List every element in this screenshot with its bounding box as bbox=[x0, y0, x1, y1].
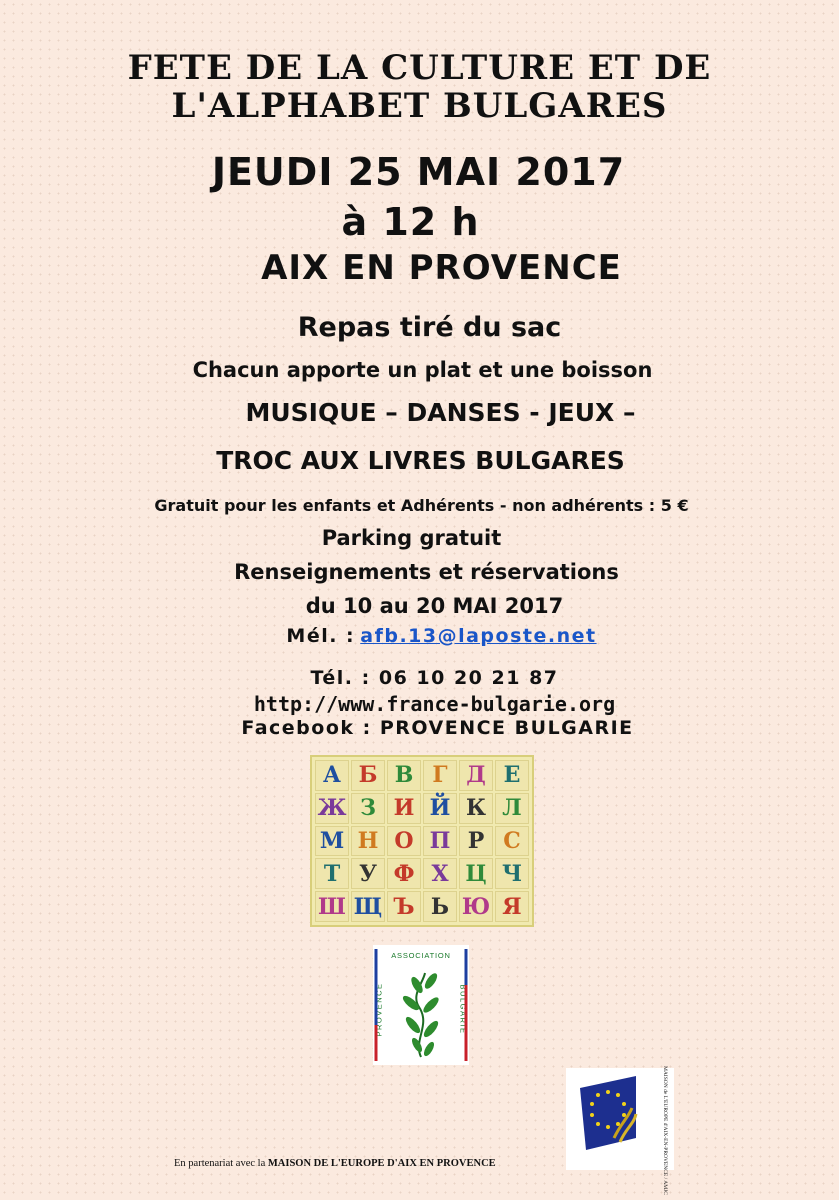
facebook: Facebook : PROVENCE BULGARIE bbox=[241, 717, 634, 739]
alphabet-letter: Б bbox=[351, 760, 385, 791]
alphabet-letter: З bbox=[351, 793, 385, 824]
activities-line-2: TROC AUX LIVRES BULGARES bbox=[216, 446, 625, 475]
partnership-footer bbox=[174, 1158, 496, 1169]
parking-info: Parking gratuit bbox=[321, 526, 502, 550]
alphabet-letter: Ь bbox=[423, 891, 457, 922]
alphabet-letter: Ф bbox=[387, 858, 421, 889]
alphabet-letter: Ч bbox=[495, 858, 529, 889]
activities-line-1: MUSIQUE – DANSES - JEUX – bbox=[245, 398, 636, 427]
alphabet-letter: И bbox=[387, 793, 421, 824]
alphabet-letter: М bbox=[315, 826, 349, 857]
event-place: AIX EN PROVENCE bbox=[261, 248, 622, 288]
alphabet-letter: К bbox=[459, 793, 493, 824]
email-label: Mél. : bbox=[286, 625, 356, 647]
event-time: à 12 h bbox=[341, 200, 480, 244]
alphabet-letter: Г bbox=[423, 760, 457, 791]
alphabet-letter: Я bbox=[495, 891, 529, 922]
alphabet-letter: Р bbox=[459, 826, 493, 857]
alphabet-letter: Ш bbox=[315, 891, 349, 922]
bulgarian-alphabet-grid bbox=[310, 755, 534, 927]
alphabet-letter: Е bbox=[495, 760, 529, 791]
alphabet-letter: О bbox=[387, 826, 421, 857]
alphabet-letter: Щ bbox=[351, 891, 385, 922]
phone: Tél. : 06 10 20 21 87 bbox=[310, 667, 559, 689]
title-line-2: L'ALPHABET BULGARES bbox=[171, 86, 668, 126]
alphabet-letter: Ъ bbox=[387, 891, 421, 922]
eu-logo-text: MAISON de L'EUROPE d'AIX-EN-PROVENCE / AMJC bbox=[662, 1066, 668, 1195]
alphabet-letter: Х bbox=[423, 858, 457, 889]
maison-europe-logo bbox=[566, 1066, 674, 1195]
website-link[interactable]: http://www.france-bulgarie.org bbox=[253, 692, 616, 716]
footer-prefix: En partenariat avec la bbox=[174, 1158, 266, 1169]
alphabet-letter: П bbox=[423, 826, 457, 857]
logo-right-text: BULGARIE bbox=[458, 984, 468, 1035]
alphabet-letter: Т bbox=[315, 858, 349, 889]
alphabet-letter: У bbox=[351, 858, 385, 889]
alphabet-letter: Ю bbox=[459, 891, 493, 922]
alphabet-letter: А bbox=[315, 760, 349, 791]
alphabet-letter: Л bbox=[495, 793, 529, 824]
footer-partner: MAISON DE L'EUROPE D'AIX EN PROVENCE bbox=[267, 1158, 496, 1169]
alphabet-letter: Д bbox=[459, 760, 493, 791]
alphabet-letter: С bbox=[495, 826, 529, 857]
email-link[interactable]: afb.13@laposte.net bbox=[360, 625, 597, 647]
price-info: Gratuit pour les enfants et Adhérents - non adhérents : 5 € bbox=[154, 496, 689, 515]
olive-branch-icon bbox=[373, 945, 469, 1065]
eu-flag-icon bbox=[566, 1066, 674, 1195]
meal-subtitle: Chacun apporte un plat et une boisson bbox=[192, 358, 653, 382]
alphabet-letter: Ж bbox=[315, 793, 349, 824]
alphabet-letter: В bbox=[387, 760, 421, 791]
alphabet-letter: Ц bbox=[459, 858, 493, 889]
event-date: JEUDI 25 MAI 2017 bbox=[211, 150, 626, 194]
alphabet-letter: Н bbox=[351, 826, 385, 857]
title-line-1: FETE DE LA CULTURE ET DE bbox=[127, 48, 712, 88]
alphabet-letter: Й bbox=[423, 793, 457, 824]
info-line-1: Renseignements et réservations bbox=[234, 560, 619, 584]
meal-heading: Repas tiré du sac bbox=[297, 312, 562, 343]
logo-top-text: ASSOCIATION bbox=[391, 951, 451, 960]
info-line-2: du 10 au 20 MAI 2017 bbox=[305, 594, 564, 618]
logo-left-text: PROVENCE bbox=[374, 982, 384, 1037]
association-logo bbox=[373, 945, 469, 1065]
email-row bbox=[44, 625, 839, 647]
